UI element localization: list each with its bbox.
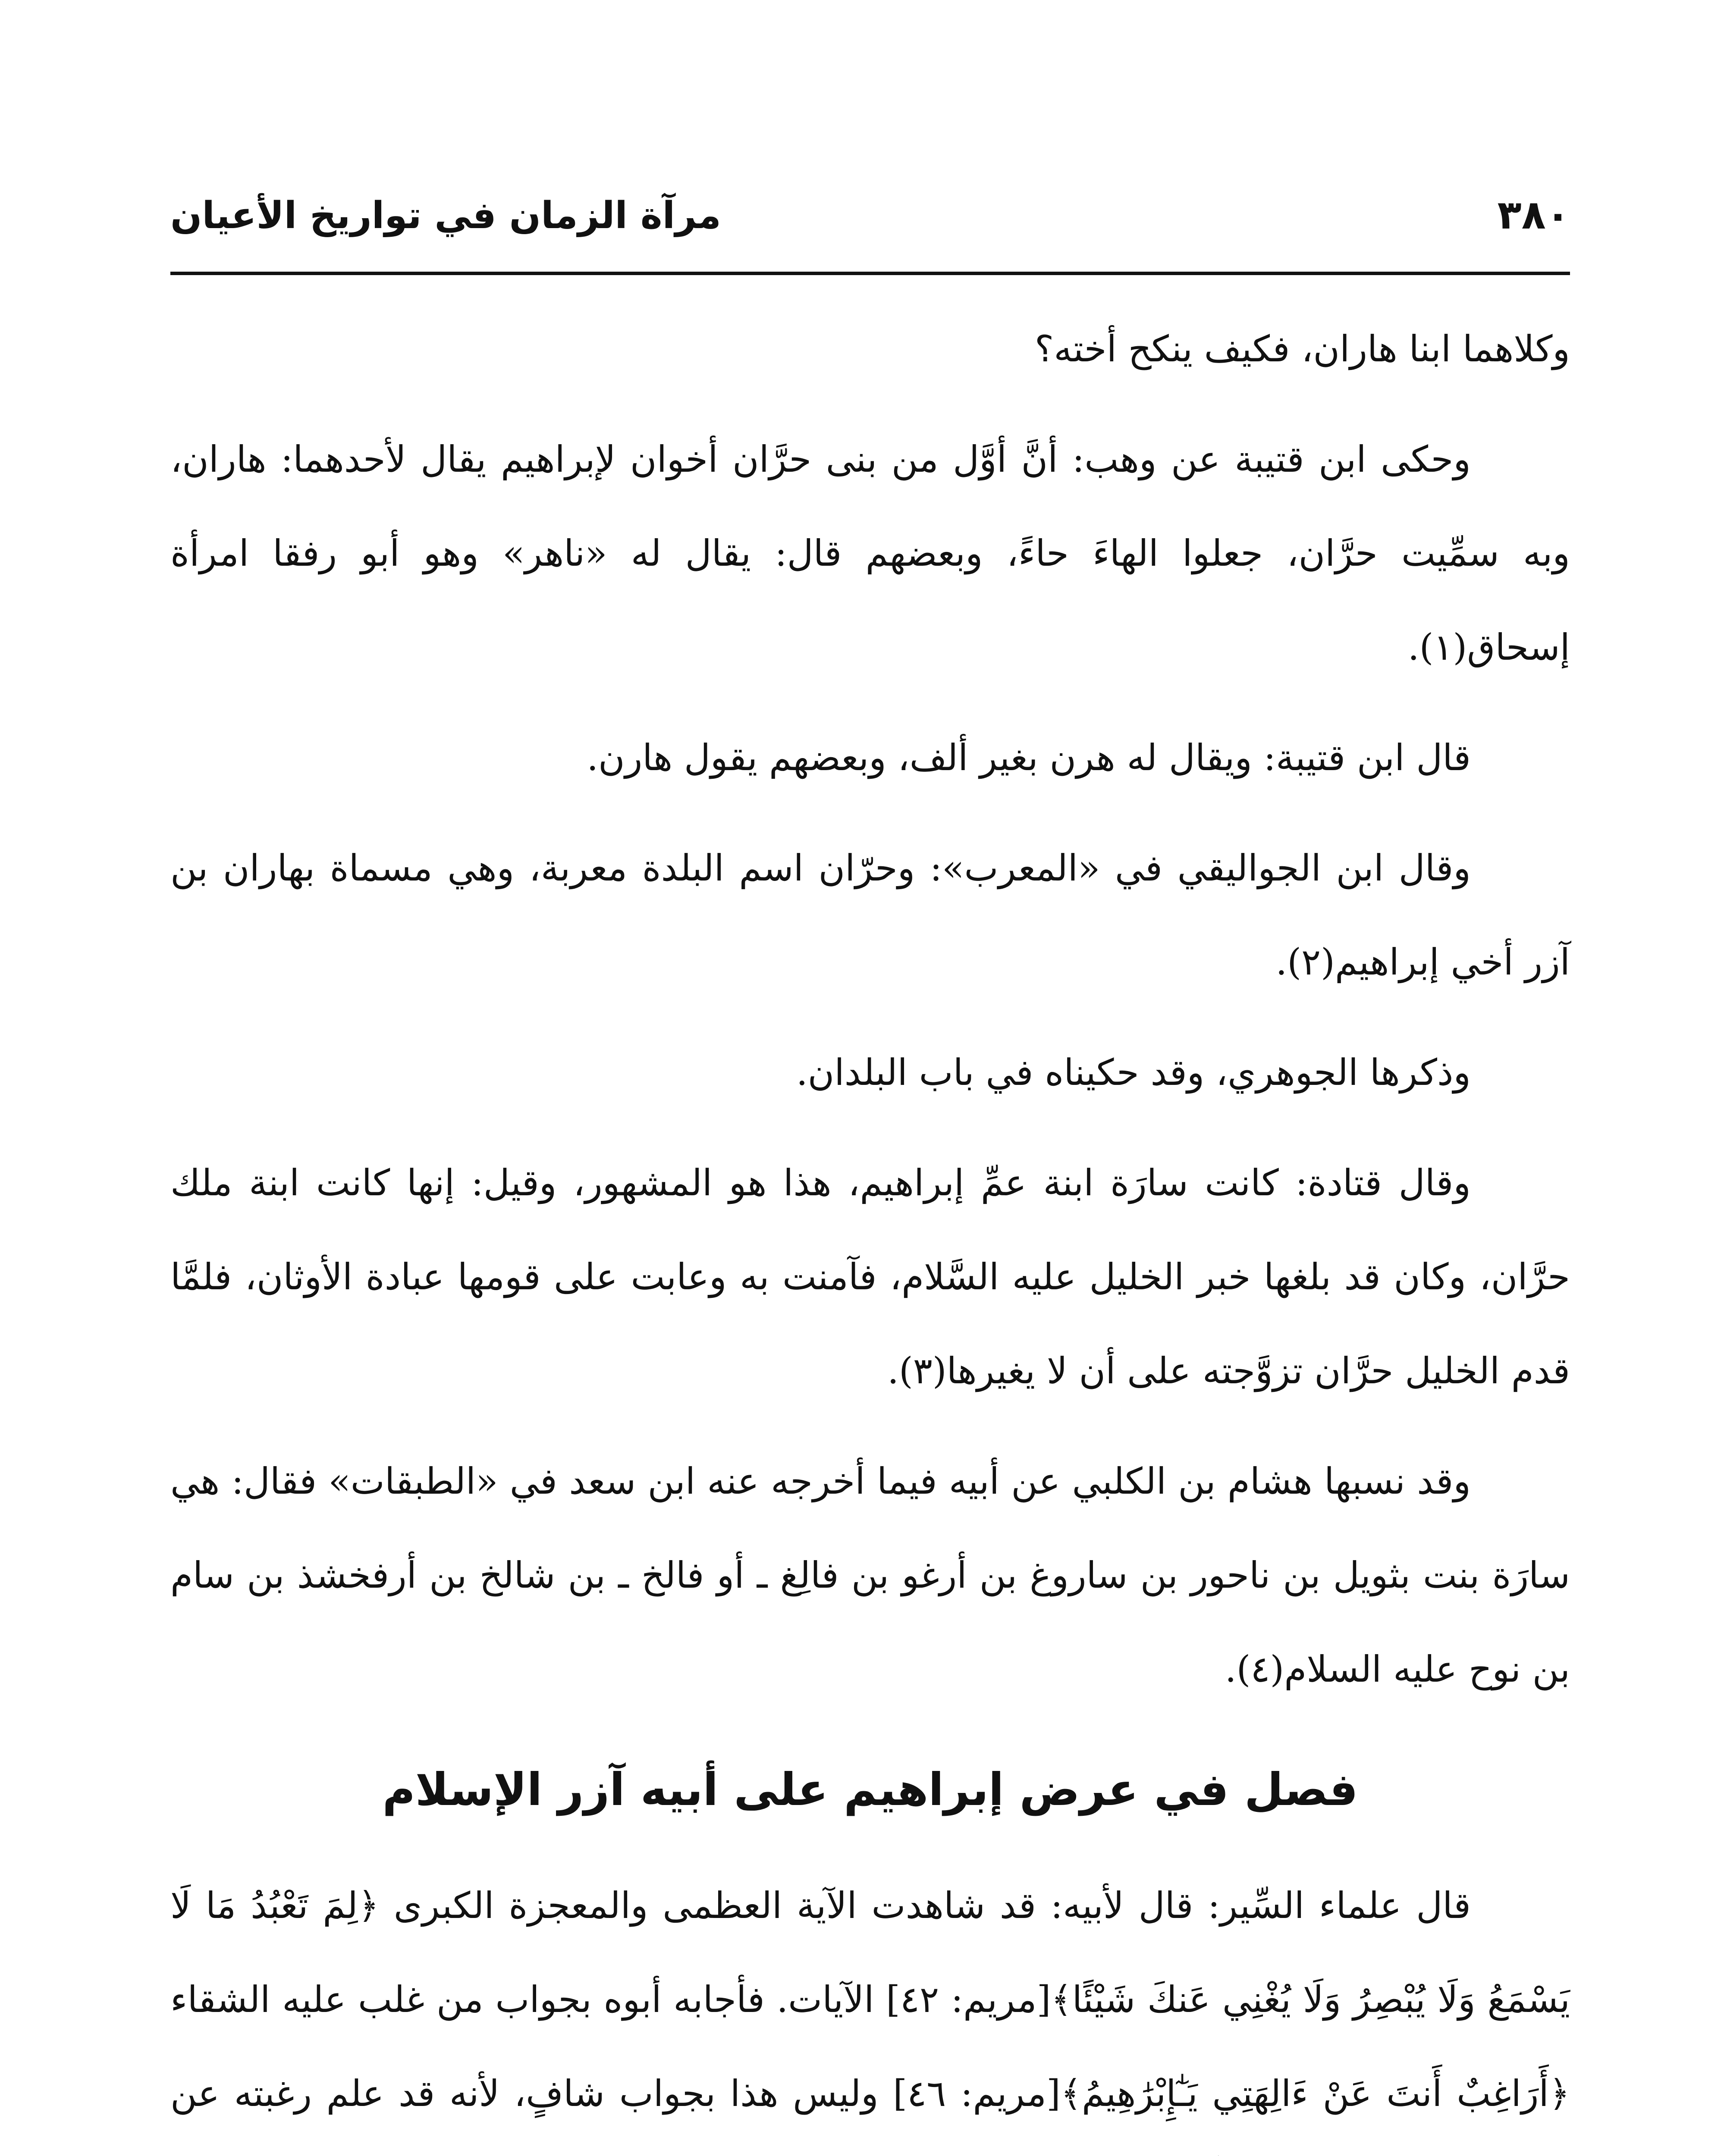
section-heading: فصل في عرض إبراهيم على أبيه آزر الإسلام [382, 1763, 1358, 1816]
paragraph: وقال ابن الجواليقي في «المعرب»: وحرّان اسم البلدة معربة، وهي مسماة بهاران بن آزر أخي إبراهيم(٢). [170, 847, 1570, 983]
page-number: ٣٨٠ [1497, 192, 1570, 238]
paragraph: قال ابن قتيبة: ويقال له هرن بغير ألف، وبعضهم يقول هارن. [587, 736, 1471, 779]
header-divider [170, 272, 1570, 275]
page-header [170, 185, 1570, 250]
paragraph: وكلاهما ابنا هاران، فكيف ينكح أخته؟ [1034, 328, 1570, 370]
paragraph: وذكرها الجوهري، وقد حكيناه في باب البلدان. [796, 1051, 1471, 1094]
main-text [170, 302, 1570, 2156]
running-title: مرآة الزمان في تواريخ الأعيان [170, 194, 721, 237]
paragraph: قال علماء السِّير: قال لأبيه: قد شاهدت الآية العظمى والمعجزة الكبرى ﴿لِمَ تَعْبُدُ مَا لَا يَسْمَعُ وَلَا يُبْصِرُ وَلَا يُغْنِي عَنكَ شَيْئًا﴾[مريم: ٤٢] الآيات. فأجابه أبوه بجواب من غلب عليه الشقاء ﴿أَرَاغِبٌ أَنتَ عَنْ ءَالِهَتِي يَـٰٓإِبْرَٰهِيمُ﴾[مريم: ٤٦] وليس هذا بجواب شافٍ، لأنه قد علم رغبته عن [170, 1884, 1570, 2115]
paragraph: وقد نسبها هشام بن الكلبي عن أبيه فيما أخرجه عنه ابن سعد في «الطبقات» فقال: هي سارَة بنت بثويل بن ناحور بن ساروغ بن أرغو بن فالِغ ـ أو فالخ ـ بن شالخ بن أرفخشذ بن سام بن نوح عليه السلام(٤). [170, 1460, 1570, 1690]
paragraph: وحكى ابن قتيبة عن وهب: أنَّ أوَّل من بنى حرَّان أخوان لإبراهيم يقال لأحدهما: هاران، وبه سمِّيت حرَّان، جعلوا الهاءَ حاءً، وبعضهم قال: يقال له «ناهر» وهو أبو رفقا امرأة إسحاق(١). [170, 438, 1570, 668]
paragraph: وقال قتادة: كانت سارَة ابنة عمِّ إبراهيم، هذا هو المشهور، وقيل: إنها كانت ابنة ملك حرَّان، وكان قد بلغها خبر الخليل عليه السَّلام، فآمنت به وعابت على قومها عبادة الأوثان، فلمَّا قدم الخليل حرَّان تزوَّجته على أن لا يغيرها(٣). [170, 1162, 1570, 1392]
